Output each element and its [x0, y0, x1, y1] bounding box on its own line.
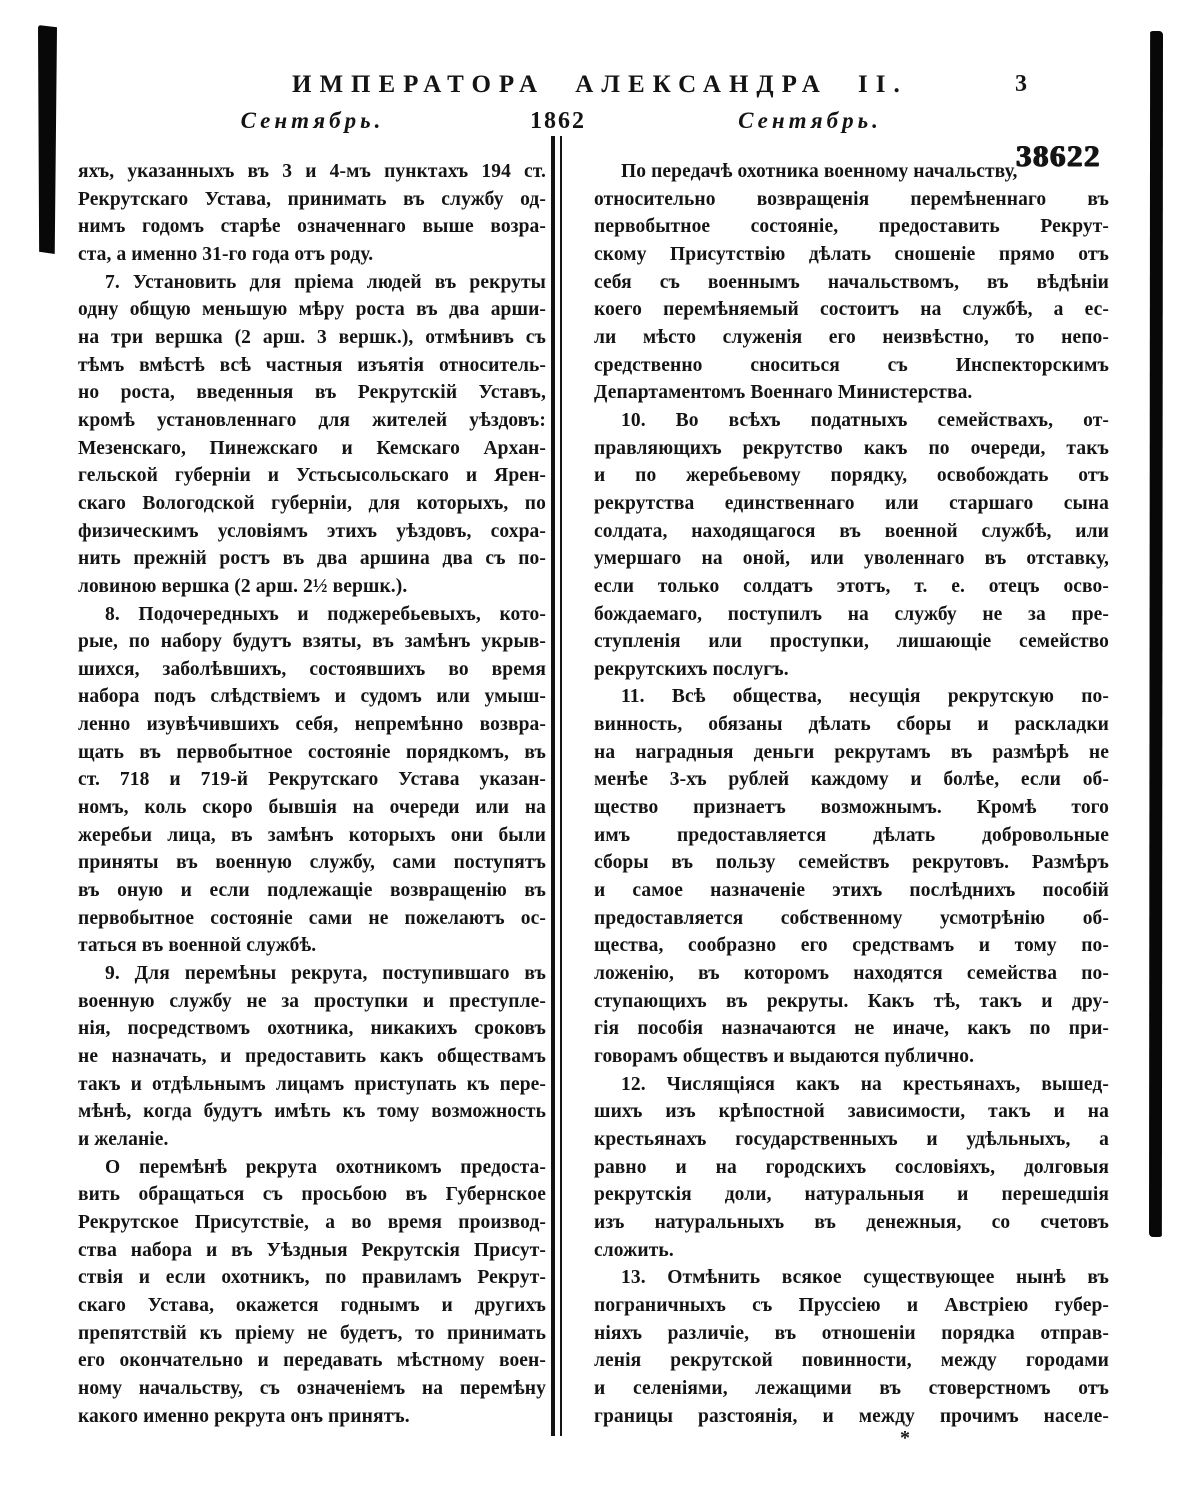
text-line: изъ натуральныхъ въ денежныя, со счетовъ	[594, 1211, 1109, 1233]
text-line: рекрутскія доли, натуральныя и перешедшія	[594, 1184, 1109, 1206]
text-line: говорамъ обществъ и выдаются публично.	[594, 1046, 975, 1067]
text-line: сложить.	[594, 1239, 674, 1261]
text-line: сборы въ пользу семействъ рекрутовъ. Размѣръ	[594, 852, 1109, 874]
running-head-month-left: Сентябрь.	[240, 108, 385, 133]
text-line: гельской губерніи и Устьсысольскаго и Ярен-	[78, 465, 546, 487]
text-line: набора подъ слѣдствіемъ и судомъ или умыш-	[78, 686, 546, 708]
text-line: гія пособія назначаются не иначе, какъ по при-	[594, 1018, 1109, 1040]
text-line: но роста, введенныя въ Рекрутскій Уставъ,	[78, 382, 546, 404]
text-line: ленія рекрутской повинности, между городами	[594, 1350, 1109, 1372]
text-line: ніяхъ различіе, въ отношеніи порядка отправ-	[594, 1322, 1109, 1344]
text-line: препятствій къ пріему не будетъ, то принимать	[78, 1322, 546, 1344]
text-line: и по жеребьевому порядку, освобождать отъ	[594, 465, 1109, 487]
text-line: умершаго на оной, или уволеннаго въ отставку,	[594, 548, 1109, 570]
text-line: имъ предоставляется дѣлать добровольные	[594, 824, 1109, 846]
text-line: ному начальству, съ означеніемъ на перемѣну	[78, 1377, 546, 1399]
text-column-right	[594, 158, 1109, 1430]
text-line: и селеніями, лежащими въ стоверстномъ отъ	[594, 1377, 1109, 1399]
text-line: и самое назначеніе этихъ послѣднихъ пособій	[594, 880, 1109, 902]
column-divider-thick	[551, 136, 555, 1436]
text-line: приняты въ военную службу, сами поступятъ	[78, 852, 546, 874]
text-line: кромѣ установленнаго для жителей уѣздовъ:	[78, 409, 546, 431]
text-line: Рекрутское Присутствіе, а во время производ-	[78, 1211, 546, 1233]
text-line: нить прежній ростъ въ два аршина два съ по-	[78, 548, 546, 570]
text-line: щество признаетъ возможнымъ. Кромѣ того	[594, 797, 1109, 819]
text-line: О перемѣнѣ рекрута охотникомъ предоста-	[105, 1156, 546, 1178]
text-line: ступленія или проступки, лишающіе семейство	[594, 631, 1109, 653]
text-line: первобытное состояніе, предоставить Рекрут-	[594, 216, 1109, 238]
text-line: какого именно рекрута онъ принятъ.	[78, 1405, 410, 1427]
text-line: винность, обязаны дѣлать сборы и раскладки	[594, 714, 1109, 736]
text-line: таться въ военной службѣ.	[78, 935, 317, 957]
text-line: мѣнѣ, когда будутъ имѣть къ тому возможность	[78, 1101, 546, 1123]
text-line: скаго Вологодской губерніи, для которыхъ, по	[78, 492, 546, 514]
text-line: коего перемѣняемый состоитъ на службѣ, а ес-	[594, 299, 1109, 321]
text-line: Рекрутскаго Устава, принимать въ службу од-	[78, 188, 546, 210]
text-line: вить обращаться съ просьбою въ Губернское	[78, 1184, 546, 1206]
text-line: на три вершка (2 арш. 3 вершк.), отмѣнивъ съ	[78, 326, 546, 348]
text-line: средственно сноситься съ Инспекторскимъ	[594, 354, 1109, 376]
text-line: военную службу не за проступки и преступле-	[78, 990, 546, 1012]
text-line: шихся, заболѣвшихъ, состоявшихъ во время	[78, 658, 546, 680]
text-line: рые, по набору будутъ взяты, въ замѣнъ укрыв-	[78, 631, 546, 653]
text-line: такъ и отдѣльнымъ лицамъ приступать къ пере-	[78, 1073, 546, 1095]
text-line: пограничныхъ съ Пруссіею и Австріею губер-	[594, 1294, 1109, 1316]
text-line: ложенію, въ которомъ находятся семейства по-	[594, 963, 1109, 985]
text-line: 9. Для перемѣны рекрута, поступившаго въ	[105, 963, 546, 985]
text-line: яхъ, указанныхъ въ 3 и 4-мъ пунктахъ 194 ст.	[78, 161, 546, 182]
text-line: Департаментомъ Военнаго Министерства.	[594, 382, 973, 404]
text-line: нія, посредствомъ охотника, никакихъ сроковъ	[78, 1018, 546, 1040]
text-line: нимъ годомъ старѣе означеннаго выше возра-	[78, 216, 546, 238]
text-line: его окончательно и передавать мѣстному воен-	[78, 1350, 546, 1372]
text-line: шихъ изъ крѣпостной зависимости, такъ и на	[594, 1101, 1109, 1123]
text-line: предоставляется собственному усмотрѣнію об-	[594, 907, 1109, 929]
text-line: относительно возвращенія перемѣненнаго въ	[594, 188, 1109, 210]
text-line: и желаніе.	[78, 1128, 169, 1150]
running-head-month-right: Сентябрь.	[738, 108, 882, 133]
text-line: не назначать, и предоставить какъ обществамъ	[78, 1046, 546, 1067]
text-line: равно и на городскихъ сословіяхъ, долговыя	[594, 1156, 1109, 1178]
text-line: 10. Во всѣхъ податныхъ семействахъ, от-	[621, 409, 1109, 431]
text-line: скаго Устава, окажется годнымъ и другихъ	[78, 1294, 546, 1316]
text-line: первобытное состояніе сами не пожелаютъ ос-	[78, 907, 546, 929]
text-line: границы разстоянія, и между прочимъ населе-	[594, 1405, 1109, 1427]
text-line: въ оную и если подлежащіе возвращенію въ	[78, 880, 546, 902]
text-line: себя съ военнымъ начальствомъ, въ вѣдѣніи	[594, 271, 1109, 293]
text-line: номъ, коль скоро бывшія на очереди или на	[78, 797, 546, 819]
text-line: щать въ первобытное состояніе порядкомъ, въ	[78, 741, 546, 763]
text-line: физическимъ условіямъ этихъ уѣздовъ, сохра-	[78, 520, 546, 542]
page-title: ИМПЕРАТОРА АЛЕКСАНДРА II.	[292, 71, 908, 98]
text-line: ст. 718 и 719-й Рекрутскаго Устава указан-	[78, 769, 546, 791]
text-line: менѣе 3-хъ рублей каждому и болѣе, если об-	[594, 769, 1109, 791]
text-line: ства набора и въ Уѣздныя Рекрутскія Присут-	[78, 1239, 546, 1261]
text-column-left	[78, 158, 546, 1430]
text-line: если только солдатъ этотъ, т. е. отецъ осво-	[594, 575, 1109, 597]
text-line: ли мѣсто служенія его неизвѣстно, то непо-	[594, 326, 1109, 348]
text-line: скому Присутствію дѣлать сношеніе прямо отъ	[594, 243, 1109, 265]
text-line: одну общую меньшую мѣру роста въ два арши-	[78, 299, 546, 321]
text-line: тѣмъ вмѣстѣ всѣ частныя изъятія относитель-	[78, 354, 546, 376]
running-head-year: 1862	[530, 108, 586, 134]
text-line: ступающихъ въ рекруты. Какъ тѣ, такъ и дру-	[594, 990, 1109, 1012]
text-line: бождаемаго, поступилъ на службу не за пре-	[594, 603, 1109, 625]
text-line: щества, сообразно его средствамъ и тому по-	[594, 935, 1109, 957]
text-line: рекрутства единственнаго или старшаго сына	[594, 492, 1109, 514]
text-line: рекрутскихъ послугъ.	[594, 658, 789, 680]
text-line: солдата, находящагося въ военной службѣ, или	[594, 520, 1109, 542]
footnote-asterisk: *	[900, 1427, 910, 1449]
text-line: жеребьи лица, въ замѣнъ которыхъ они были	[78, 824, 546, 846]
text-line: Мезенскаго, Пинежскаго и Кемскаго Архан-	[78, 437, 546, 459]
scan-edge-artifact-right	[1149, 31, 1163, 1237]
text-line: крестьянахъ государственныхъ и удѣльныхъ, а	[594, 1128, 1109, 1150]
text-line: 7. Установить для пріема людей въ рекруты	[105, 271, 546, 293]
text-line: ленно изувѣчившихъ себя, непремѣнно возвра-	[78, 714, 546, 736]
text-line: По передачѣ охотника военному начальству,	[621, 161, 1018, 182]
text-line: правляющихъ рекрутство какъ по очереди, такъ	[594, 437, 1109, 459]
scan-edge-artifact-left	[38, 25, 57, 254]
text-line: ловиною вершка (2 арш. 2½ вершк.).	[78, 575, 408, 597]
act-number: 38622	[1016, 138, 1101, 173]
text-line: на наградныя деньги рекрутамъ въ размѣрѣ не	[594, 741, 1109, 763]
text-line: 11. Всѣ общества, несущія рекрутскую по-	[621, 686, 1109, 708]
text-line: 8. Подочередныхъ и поджеребьевыхъ, кото-	[105, 603, 546, 625]
page-number: 3	[1015, 71, 1027, 97]
column-divider-thin	[560, 136, 562, 1436]
text-line: ста, а именно 31-го года отъ роду.	[78, 243, 374, 265]
text-line: 12. Числящіяся какъ на крестьянахъ, вышед-	[621, 1073, 1109, 1095]
text-line: 13. Отмѣнить всякое существующее нынѣ въ	[621, 1267, 1109, 1289]
text-line: ствія и если охотникъ, по правиламъ Рекрут-	[78, 1267, 546, 1289]
